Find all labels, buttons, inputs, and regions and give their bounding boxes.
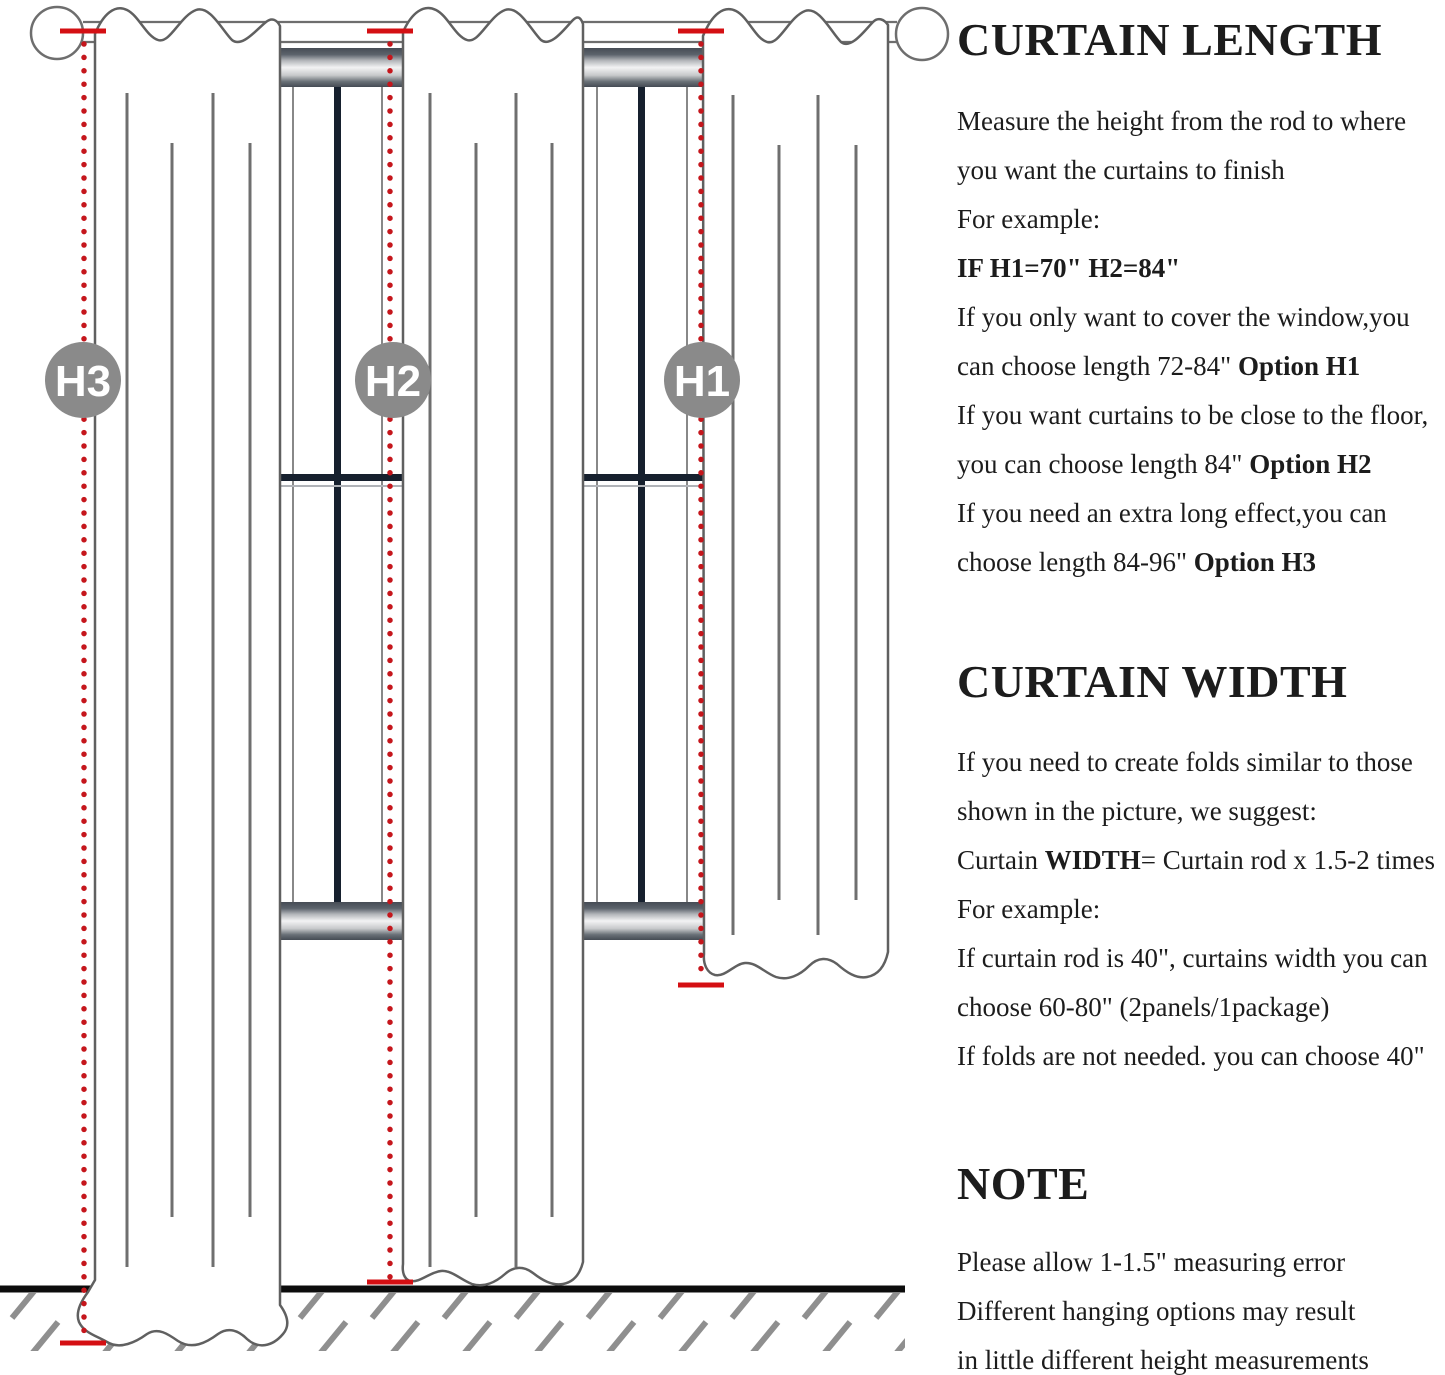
rod-finial-right: [896, 8, 948, 60]
text-line: If you only want to cover the window,you: [957, 302, 1410, 332]
window-mullion: [334, 87, 341, 902]
text-line: For example:: [957, 894, 1101, 924]
badge-h3-label: H3: [54, 357, 112, 406]
text-line: Curtain WIDTH= Curtain rod x 1.5-2 times: [957, 845, 1435, 875]
section-curtain-width: [957, 656, 1445, 708]
text-line: you can choose length 84" Option H2: [957, 449, 1372, 479]
text-line: If you need an extra long effect,you can: [957, 498, 1387, 528]
text-line: can choose length 72-84" Option H1: [957, 351, 1361, 381]
section-heading: NOTE: [957, 1158, 1090, 1209]
text-line: IF H1=70" H2=84": [957, 253, 1181, 283]
text-line: If you need to create folds similar to those: [957, 747, 1413, 777]
text-line: Different hanging options may result: [957, 1296, 1356, 1326]
text-line: If folds are not needed. you can choose 40": [957, 1041, 1425, 1071]
text-line: If curtain rod is 40", curtains width you can: [957, 943, 1428, 973]
window-right-section: [583, 48, 703, 940]
text-line: you want the curtains to finish: [957, 155, 1285, 185]
window-sill: [583, 902, 703, 940]
text-line: If you want curtains to be close to the floor,: [957, 400, 1429, 430]
section-heading: CURTAIN WIDTH: [957, 656, 1348, 707]
text-line: shown in the picture, we suggest:: [957, 796, 1317, 826]
window-sill: [280, 902, 403, 940]
text-line: Please allow 1-1.5" measuring error: [957, 1247, 1346, 1277]
window-crossbar: [583, 474, 703, 481]
badge-h2-label: H2: [364, 357, 422, 406]
window-crossbar: [280, 474, 403, 481]
window-valance: [583, 48, 703, 87]
text-line: For example:: [957, 204, 1101, 234]
curtain-panel-h1: [703, 9, 888, 978]
text-line: choose length 84-96" Option H3: [957, 547, 1317, 577]
section-note-body: [957, 1238, 1445, 1375]
section-curtain-length-body: [957, 97, 1445, 587]
window-mullion: [638, 87, 645, 902]
window-left-section: [280, 48, 403, 940]
badge-h1-label: H1: [673, 357, 731, 406]
section-heading: CURTAIN LENGTH: [957, 14, 1382, 65]
section-curtain-width-body: [957, 738, 1445, 1081]
text-line: Measure the height from the rod to where: [957, 106, 1407, 136]
curtain-panel-h2: [403, 8, 583, 1285]
curtain-panel-h3: [78, 8, 287, 1345]
window-valance: [280, 48, 403, 87]
section-note: [957, 1158, 1445, 1210]
section-curtain-length: [957, 14, 1445, 66]
text-line: choose 60-80" (2panels/1package): [957, 992, 1330, 1022]
text-line: in little different height measurements: [957, 1345, 1369, 1375]
